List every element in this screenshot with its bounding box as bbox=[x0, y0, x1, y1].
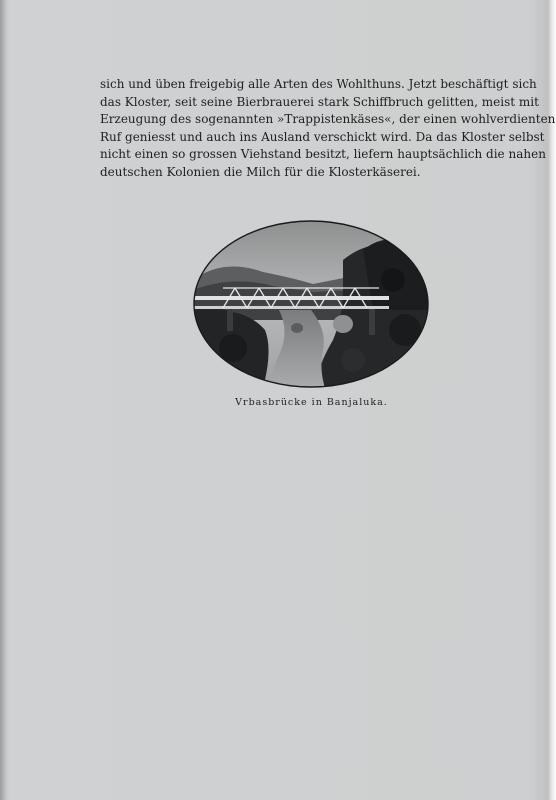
text-line: sich und üben freigebig alle Arten des Wohlthuns. Jetzt beschäftigt sich bbox=[100, 77, 537, 91]
body-paragraph bbox=[100, 76, 556, 182]
text-line: deutschen Kolonien die Milch für die Klosterkäserei. bbox=[100, 164, 421, 179]
bridge-photo-illustration bbox=[193, 220, 429, 388]
text-line: Erzeugung des sogenannten »Trappistenkäses«, der einen wohlverdienten bbox=[100, 112, 556, 127]
text-line: das Kloster, seit seine Bierbrauerei stark Schiffbruch gelitten, meist mit bbox=[100, 94, 539, 109]
text-line: nicht einen so grossen Viehstand besitzt, liefern hauptsächlich die nahen bbox=[100, 147, 546, 162]
figure-caption: Vrbasbrücke in Banjaluka. bbox=[235, 397, 388, 408]
oval-bridge-photo bbox=[193, 220, 429, 388]
text-line: Ruf geniesst und auch ins Ausland verschickt wird. Da das Kloster selbst bbox=[100, 129, 545, 144]
